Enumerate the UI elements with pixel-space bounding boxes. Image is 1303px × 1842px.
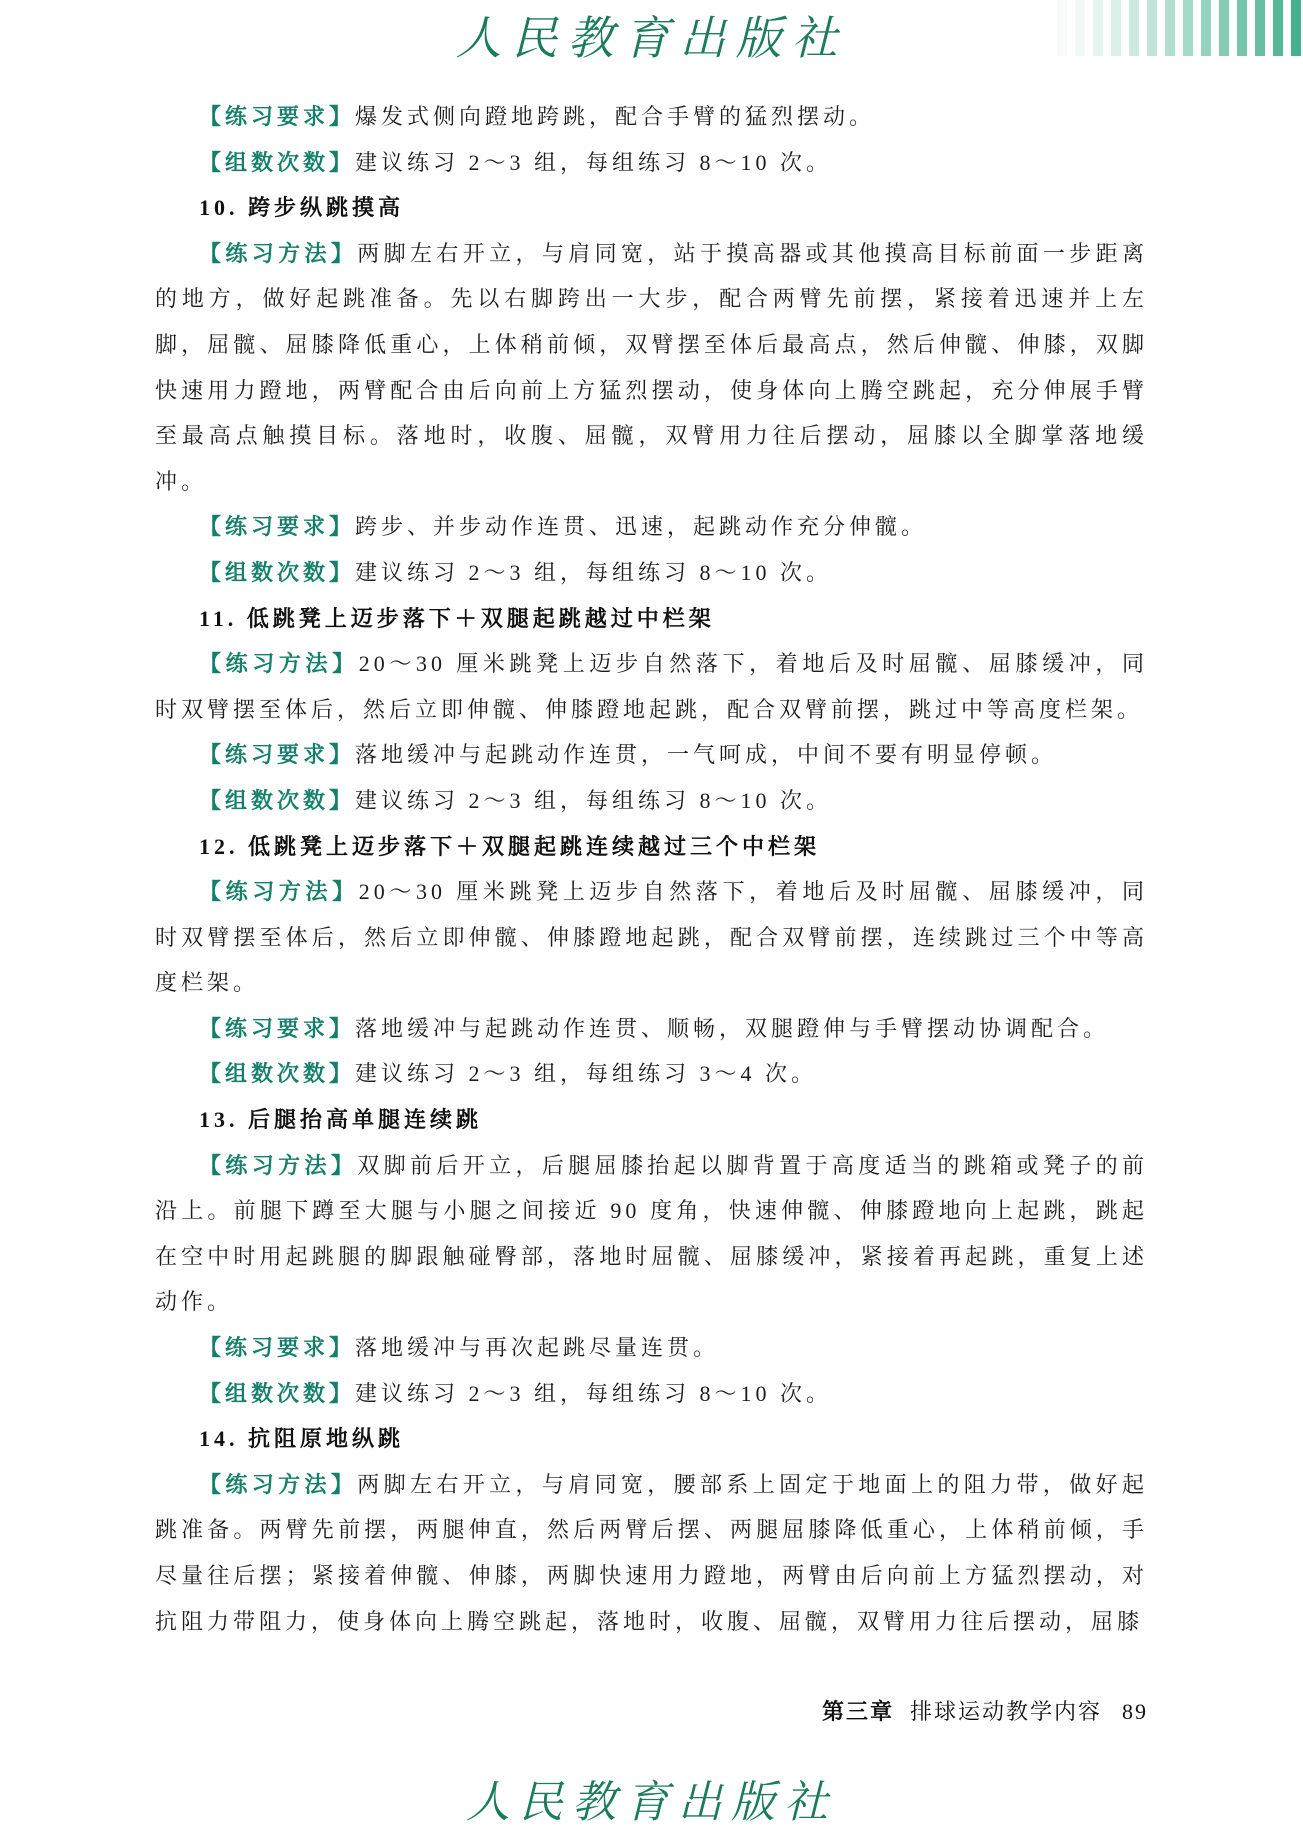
- decoration-bar: [1291, 0, 1301, 56]
- publisher-logo-bottom: 人民教育出版社: [466, 1777, 837, 1828]
- bracket-label: 【组数次数】: [199, 1061, 356, 1087]
- exercise-heading: 13. 后腿抬高单腿连续跳: [199, 1107, 483, 1133]
- bracket-label: 【练习要求】: [199, 1015, 356, 1041]
- decoration-bar: [1201, 0, 1211, 56]
- bracket-label: 【练习要求】: [199, 104, 356, 129]
- footer-chapter-number: 第三章: [821, 1699, 894, 1724]
- decoration-bar: [1183, 0, 1193, 56]
- bracket-label: 【练习要求】: [199, 742, 356, 768]
- decoration-bar: [1075, 0, 1085, 56]
- decoration-bar: [1165, 0, 1175, 56]
- bracket-label: 【组数次数】: [199, 1380, 356, 1406]
- footer-page-number: 89: [1122, 1699, 1148, 1724]
- corner-bars-decoration: [1057, 0, 1301, 56]
- bracket-label: 【组数次数】: [199, 149, 356, 175]
- bracket-label: 【练习方法】: [199, 1152, 358, 1178]
- exercise-heading: 14. 抗阻原地纵跳: [199, 1426, 405, 1452]
- bracket-label: 【练习方法】: [199, 240, 358, 266]
- decoration-bar: [1219, 0, 1229, 56]
- decoration-bar: [1147, 0, 1157, 56]
- text-paragraph: 【组数次数】建议练习 2～3 组，每组练习 3～4 次。: [199, 1061, 818, 1087]
- text-paragraph: 【练习要求】落地缓冲与起跳动作连贯，一气呵成，中间不要有明显停顿。: [199, 742, 1058, 768]
- text-paragraph: 【练习方法】两脚左右开立，与肩同宽，站于摸高器或其他摸高目标前面一步距离的地方，做好起跳准备。先以右脚跨出一大步，配合两臂先前摆，紧接着迅速并上左脚，屈髋、屈膝降低重心，上体稍前倾，双臂摆至体后最高点，然后伸髋、伸膝，双脚快速用力蹬地，两臂配合由后向前上方猛烈摆动，使身体向上腾空跳起，充分伸展手臂至最高点触摸目标。落地时，收腹、屈髋，双臂用力往后摆动，屈膝以全脚掌落地缓冲。: [155, 240, 1148, 494]
- bracket-label: 【练习要求】: [199, 1335, 356, 1361]
- text-paragraph: 【组数次数】建议练习 2～3 组，每组练习 8～10 次。: [199, 559, 833, 585]
- bracket-label: 【练习要求】: [199, 514, 356, 540]
- text-paragraph: 【练习要求】落地缓冲与起跳动作连贯、顺畅，双腿蹬伸与手臂摆动协调配合。: [199, 1015, 1110, 1041]
- bracket-label: 【组数次数】: [199, 787, 356, 813]
- exercise-heading: 11. 低跳凳上迈步落下＋双腿起跳越过中栏架: [199, 605, 715, 631]
- text-paragraph: 【练习方法】20～30 厘米跳凳上迈步自然落下，着地后及时屈髋、屈膝缓冲，同时双臂摆至体后，然后立即伸髋、伸膝蹬地起跳，配合双臂前摆，跳过中等高度栏架。: [155, 651, 1148, 722]
- text-paragraph: 【练习方法】两脚左右开立，与肩同宽，腰部系上固定于地面上的阻力带，做好起跳准备。两臂先前摆，两腿伸直，然后两臂后摆、两腿屈膝降低重心，上体稍前倾，手尽量往后摆；紧接着伸髋、伸膝，两脚快速用力蹬地，两臂由后向前上方猛烈摆动，对抗阻力带阻力，使身体向上腾空跳起，落地时，收腹、屈髋，双臂用力往后摆动，屈膝: [155, 1471, 1148, 1634]
- text-paragraph: 【组数次数】建议练习 2～3 组，每组练习 8～10 次。: [199, 149, 833, 175]
- exercise-heading: 10. 跨步纵跳摸高: [199, 195, 405, 221]
- decoration-bar: [1093, 0, 1103, 56]
- bracket-label: 【练习方法】: [199, 1471, 358, 1497]
- text-paragraph: 【练习方法】双脚前后开立，后腿屈膝抬起以脚背置于高度适当的跳箱或凳子的前沿上。前腿下蹲至大腿与小腿之间接近 90 度角，快速伸髋、伸膝蹬地向上起跳，跳起在空中时用起跳腿的脚跟触碰臀部，落地时屈髋、屈膝缓冲，紧接着再起跳，重复上述动作。: [155, 1152, 1148, 1315]
- decoration-bar: [1273, 0, 1283, 56]
- decoration-bar: [1057, 0, 1067, 56]
- publisher-logo-top: 人民教育出版社: [455, 11, 848, 65]
- bracket-label: 【练习方法】: [199, 651, 359, 677]
- bracket-label: 【组数次数】: [199, 559, 356, 585]
- text-paragraph: 【组数次数】建议练习 2～3 组，每组练习 8～10 次。: [199, 787, 833, 813]
- decoration-bar: [1129, 0, 1139, 56]
- decoration-bar: [1255, 0, 1265, 56]
- page-content: [155, 94, 1148, 1644]
- exercise-heading: 12. 低跳凳上迈步落下＋双腿起跳连续越过三个中栏架: [199, 833, 821, 859]
- text-paragraph: 【练习要求】爆发式侧向蹬地跨跳，配合手臂的猛烈摆动。: [199, 104, 876, 129]
- text-paragraph: 【练习要求】跨步、并步动作连贯、迅速，起跳动作充分伸髋。: [199, 514, 928, 540]
- footer-chapter-title: 排球运动教学内容: [909, 1699, 1102, 1724]
- bracket-label: 【练习方法】: [199, 879, 359, 905]
- text-paragraph: 【练习要求】落地缓冲与再次起跳尽量连贯。: [199, 1335, 720, 1361]
- decoration-bar: [1237, 0, 1247, 56]
- text-paragraph: 【练习方法】20～30 厘米跳凳上迈步自然落下，着地后及时屈髋、屈膝缓冲，同时双臂摆至体后，然后立即伸髋、伸膝蹬地起跳，配合双臂前摆，连续跳过三个中等高度栏架。: [155, 879, 1148, 996]
- text-paragraph: 【组数次数】建议练习 2～3 组，每组练习 8～10 次。: [199, 1380, 833, 1406]
- decoration-bar: [1111, 0, 1121, 56]
- page-footer: [822, 1695, 1148, 1726]
